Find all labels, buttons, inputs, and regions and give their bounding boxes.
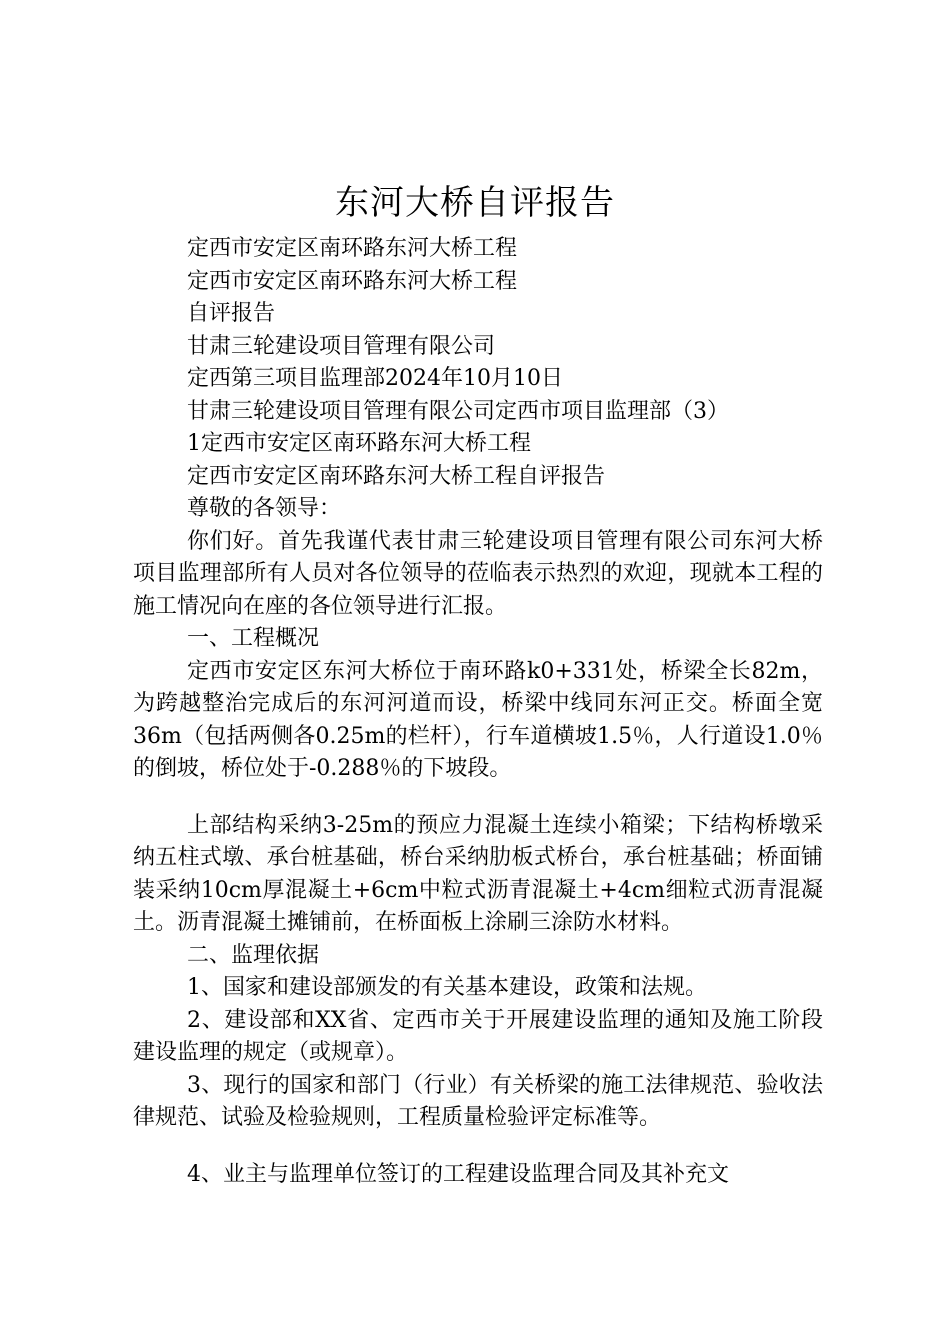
header-line-project-name-repeat: 定西市安定区南环路东河大桥工程 (187, 268, 518, 294)
structure-paragraph: 上部结构采纳3-25m的预应力混凝土连续小箱梁；下结构桥墩采纳五柱式墩、承台桩基础，桥台采纳肋板式桥台，承台桩基础；桥面铺装采纳10cm厚混凝土+6cm中粒式沥青混凝土+4cm细粒式沥青混凝土。沥青混凝土摊铺前，在桥面板上涂刷三涂防水材料。 (133, 812, 823, 935)
basis-item-4: 4、业主与监理单位签订的工程建设监理合同及其补充文 (187, 1161, 729, 1187)
header-line-company-department: 甘肃三轮建设项目管理有限公司定西市项目监理部（3） (187, 398, 729, 424)
document-title: 东河大桥自评报告 (335, 183, 615, 223)
header-line-project-name: 定西市安定区南环路东河大桥工程 (187, 236, 518, 261)
basis-item-2: 2、建设部和XX省、定西市关于开展建设监理的通知及施工阶段建设监理的规定（或规章）。 (133, 1007, 823, 1065)
header-line-department-date: 定西第三项目监理部2024年10月10日 (187, 366, 563, 391)
greeting-paragraph: 你们好。首先我谨代表甘肃三轮建设项目管理有限公司东河大桥项目监理部所有人员对各位领导的莅临表示热烈的欢迎，现就本工程的施工情况向在座的各位领导进行汇报。 (133, 528, 823, 619)
section-heading-basis: 二、监理依据 (187, 942, 320, 968)
header-line-report-title: 定西市安定区南环路东河大桥工程自评报告 (187, 463, 606, 489)
header-line-report-type: 自评报告 (187, 301, 276, 326)
section-heading-overview: 一、工程概况 (187, 626, 320, 651)
document-body (133, 233, 823, 1191)
header-line-company: 甘肃三轮建设项目管理有限公司 (187, 333, 496, 359)
overview-paragraph: 定西市安定区东河大桥位于南环路k0+331处，桥梁全长82m，为跨越整治完成后的东河河道而设，桥梁中线同东河正交。桥面全宽36m（包括两侧各0.25m的栏杆），行车道横坡1.5％，人行道设1.0％的倒坡，桥位处于-0.288％的下坡段。 (133, 658, 823, 781)
header-line-numbered-project: 1定西市安定区南环路东河大桥工程 (187, 431, 531, 456)
basis-item-3: 3、现行的国家和部门（行业）有关桥梁的施工法律规范、验收法律规范、试验及检验规则，工程质量检验评定标准等。 (133, 1072, 823, 1130)
basis-item-1: 1、国家和建设部颁发的有关基本建设，政策和法规。 (187, 975, 707, 1000)
salutation: 尊敬的各领导： (187, 496, 342, 521)
paragraph-spacer (133, 1135, 823, 1159)
paragraph-spacer (133, 786, 823, 810)
